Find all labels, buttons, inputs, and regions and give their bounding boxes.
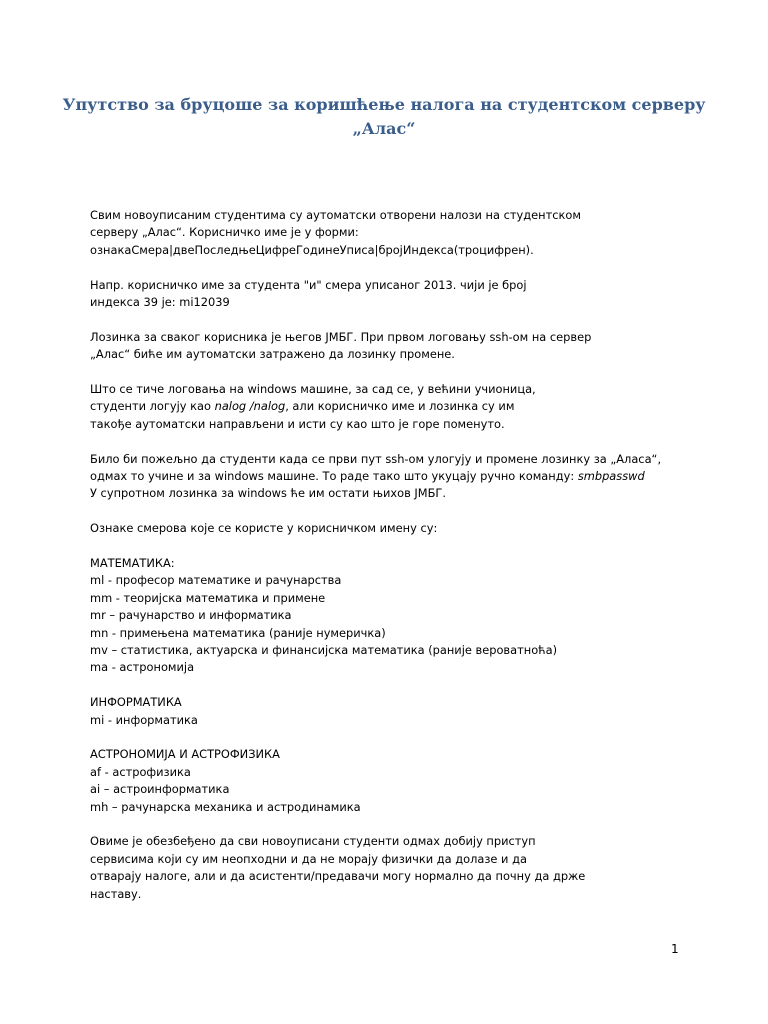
advice-line bbox=[90, 468, 690, 485]
password-line: Лозинка за сваког корисника је његов ЈМБГ. При првом логовању ssh-ом на сервер bbox=[90, 329, 592, 344]
example-line: Напр. корисничко име за студента "и" смера уписаног 2013. чији је број bbox=[90, 277, 527, 292]
list-item: mm - теоријска математика и примене bbox=[90, 590, 326, 605]
intro-paragraph bbox=[90, 207, 690, 259]
section-mathematics bbox=[90, 555, 690, 677]
list-item: mh – рачунарска механика и астродинамика bbox=[90, 799, 361, 814]
intro-line: Свим новоуписаним студентима су аутоматски отворени налози на студентском bbox=[90, 208, 581, 222]
smbpasswd-command: smbpasswd bbox=[577, 469, 645, 484]
windows-text: , али корисничко име и лозинка су им bbox=[285, 399, 515, 414]
nalog-login-example: nalog /nalog bbox=[214, 399, 286, 414]
username-format: ознакаСмера|двеПоследњеЦифреГодинеУписа|бројИндекса(троцифрен). bbox=[90, 242, 534, 257]
title-line-1: Упутство за бруцоше за коришћење налога на студентском серверу bbox=[62, 95, 706, 114]
example-paragraph bbox=[90, 277, 690, 312]
windows-text: студенти логују као bbox=[90, 399, 215, 414]
closing-line: сервисима који су им неопходни и да не морају физички да долазе и да bbox=[90, 851, 527, 866]
closing-line: Овиме је обезбеђено да сви новоуписани студенти одмах добију приступ bbox=[90, 834, 536, 849]
windows-line bbox=[90, 398, 690, 415]
windows-paragraph bbox=[90, 381, 690, 433]
advice-line: У супротном лозинка за windows ће им остати њихов ЈМБГ. bbox=[90, 486, 446, 501]
list-item: af - астрофизика bbox=[90, 764, 191, 779]
codes-intro: Ознаке смерова које се користе у корисничком имену су: bbox=[90, 521, 438, 536]
advice-text: одмах то учине и за windows машине. То раде тако што укуцају ручно команду: bbox=[90, 469, 578, 484]
document-body bbox=[90, 207, 690, 903]
closing-paragraph bbox=[90, 833, 690, 903]
advice-paragraph bbox=[90, 451, 690, 503]
closing-line: отварају налоге, али и да асистенти/предавачи могу нормално да почну да држе bbox=[90, 869, 586, 884]
password-paragraph bbox=[90, 329, 690, 364]
section-heading: ИНФОРМАТИКА bbox=[90, 695, 182, 710]
closing-line: наставу. bbox=[90, 886, 142, 901]
document-title bbox=[40, 93, 728, 141]
list-item: mr – рачунарство и информатика bbox=[90, 608, 292, 623]
section-heading: АСТРОНОМИЈА И АСТРОФИЗИКА bbox=[90, 747, 280, 762]
section-astronomy bbox=[90, 746, 690, 816]
list-item: ai – астроинформатика bbox=[90, 782, 230, 797]
example-line: индекса 39 је: mi12039 bbox=[90, 295, 230, 310]
windows-line: такође аутоматски направљени и исти су као што је горе поменуто. bbox=[90, 416, 505, 431]
list-item: mn - примењена математика (раније нумеричка) bbox=[90, 625, 386, 640]
password-line: „Алас“ биће им аутоматски затражено да лозинку промене. bbox=[90, 347, 455, 362]
list-item: ma - астрономија bbox=[90, 660, 195, 675]
title-line-2: „Алас“ bbox=[352, 119, 416, 138]
section-heading: МАТЕМАТИКА: bbox=[90, 556, 175, 571]
windows-line: Што се тиче логовања на windows машине, за сад се, у већини учионица, bbox=[90, 382, 536, 397]
page-number: 1 bbox=[671, 942, 679, 956]
intro-line: серверу „Алас“. Корисничко име је у форми: bbox=[90, 225, 359, 240]
section-informatics bbox=[90, 694, 690, 729]
list-item: mi - информатика bbox=[90, 712, 198, 727]
advice-line: Било би пожељно да студенти када се први пут ssh-ом улогују и промене лозинку за „Аласа“, bbox=[90, 451, 662, 466]
list-item: mv – статистика, актуарска и финансијска математика (раније вероватноћа) bbox=[90, 643, 558, 658]
list-item: ml - професор математике и рачунарства bbox=[90, 573, 342, 588]
